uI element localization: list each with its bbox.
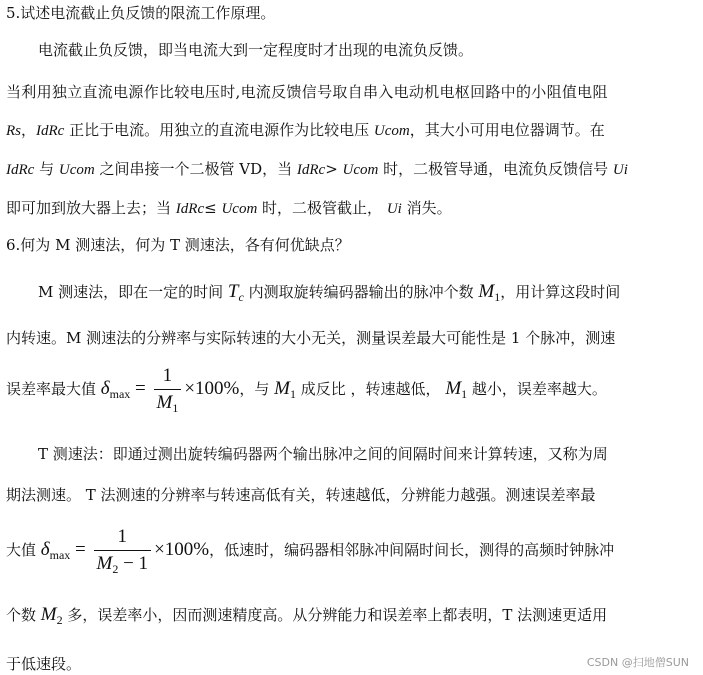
m1-symbol: M [478, 281, 495, 302]
q5-definition: 电流截止负反馈，即当电流大到一定程度时才出现的电流负反馈。 [38, 41, 474, 59]
q5-line3: IdRc 与 Ucom 之间串接一个二极管 VD，当 IdRc> Ucom 时，二极管导通，电流负反馈信号 Ui [6, 160, 628, 178]
t-error-fraction: $\frac{1}{M_2 - 1}$ [94, 526, 152, 576]
ucom-symbol: Ucom [373, 123, 410, 139]
q5-line4: 即可加到放大器上去；当 IdRc≤ Ucom 时，二极管截止， Ui 消失。 [6, 199, 452, 217]
m-method-line2: 内转速。M 测速法的分辨率与实际转速的大小无关，测量误差最大可能性是 1 个脉冲，测速 [6, 329, 616, 347]
q6-title: 6.何为 M 测速法，何为 T 测速法，各有何优缺点？ [6, 236, 350, 254]
t-method-line3: 大值 $\delta_{max}$ = $\frac{1}{M_2 - 1}$ ×100%，低速时，编码器相邻脉冲间隔时间长，测得的高频时钟脉冲 [6, 526, 615, 576]
ui-symbol: Ui [612, 162, 628, 178]
csdn-watermark: CSDN @扫地僧SUN [586, 656, 689, 669]
q5-title: 5.试述电流截止负反馈的限流工作原理。 [6, 4, 276, 22]
q5-line1: 当利用独立直流电源作比较电压时,电流反馈信号取自串入电动机电枢回路中的小阻值电阻 [6, 83, 608, 101]
m-error-fraction: $\frac{1}{M_1}$ [154, 365, 182, 415]
rs-symbol: Rs [6, 123, 21, 139]
delta-symbol: δ [100, 378, 110, 399]
t-method-line4: 个数 $M_2$ 多，误差率小，因而测速精度高。从分辨能力和误差率上都表明，T 法测速更适用 [6, 604, 608, 627]
idrc-symbol: IdRc [36, 123, 65, 139]
m-method-line3: 误差率最大值 $\delta_{max}$ = $\frac{1}{M_1}$ ×100%，与 $M_1$ 成反比 ，转速越低， $M_1$ 越小，误差率越大。 [6, 365, 607, 415]
t-method-line1: T 测速法：即通过测出旋转编码器两个输出脉冲之间的间隔时间来计算转速，又称为周 [38, 445, 608, 463]
q5-line2: Rs，IdRc 正比于电流。用独立的直流电源作为比较电压 Ucom，其大小可用电位器调节。在 [6, 121, 605, 139]
m-method-line1: M 测速法，即在一定的时间 $T_c$ 内测取旋转编码器输出的脉冲个数 $M_1$，用计算这段时间 [38, 281, 621, 304]
tc-symbol: T [227, 281, 239, 302]
m2-symbol: M [40, 604, 57, 625]
t-method-line5: 于低速段。 [6, 655, 82, 673]
t-method-line2: 期法测速。 T 法测速的分辨率与转速高低有关，转速越低，分辨能力越强。测速误差率最 [6, 486, 596, 504]
